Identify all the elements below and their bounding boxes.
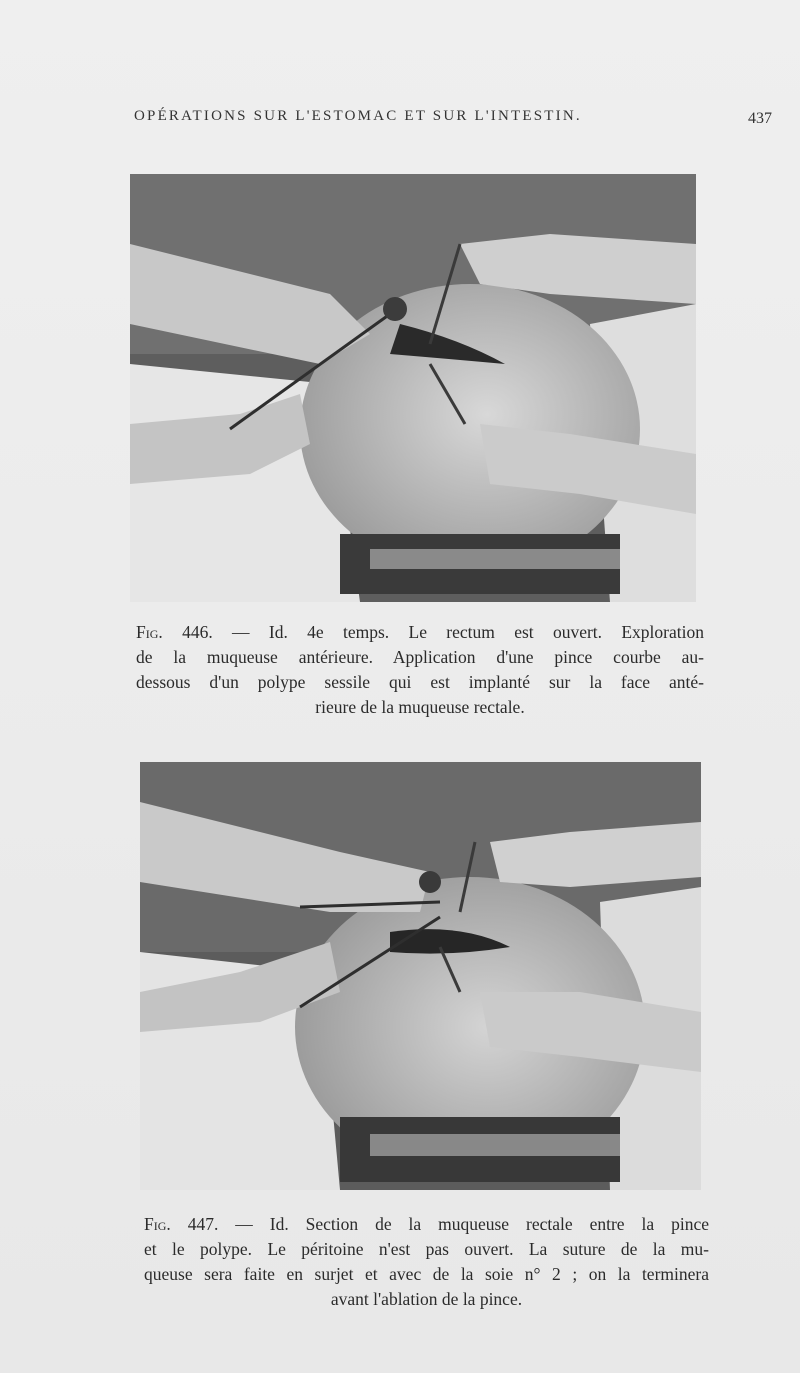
caption-line: Fig. 447. — Id. Section de la muqueuse rectale entre la pince [144,1214,709,1234]
figure-label: Fig. 446. [136,622,213,642]
caption-line: de la muqueuse antérieure. Application d'une pince courbe au- [136,647,704,667]
figure-label: Fig. 447. [144,1214,219,1234]
figure-447-caption [144,1212,709,1312]
figure-446-photograph [130,174,696,602]
caption-line: queuse sera faite en surjet et avec de la soie n° 2 ; on la terminera [144,1264,709,1284]
figure-446-caption [136,620,704,720]
page-number: 437 [748,110,772,127]
figure-447-photograph [140,762,701,1190]
caption-line: avant l'ablation de la pince. [330,1289,523,1309]
caption-line: rieure de la muqueuse rectale. [315,697,525,717]
caption-line: dessous d'un polype sessile qui est implanté sur la face anté- [136,672,704,692]
caption-line: Fig. 446. — Id. 4e temps. Le rectum est ouvert. Exploration [136,622,704,642]
caption-line: et le polype. Le péritoine n'est pas ouvert. La suture de la mu- [144,1239,709,1259]
running-header: OPÉRATIONS SUR L'ESTOMAC ET SUR L'INTESTIN. [134,108,582,124]
